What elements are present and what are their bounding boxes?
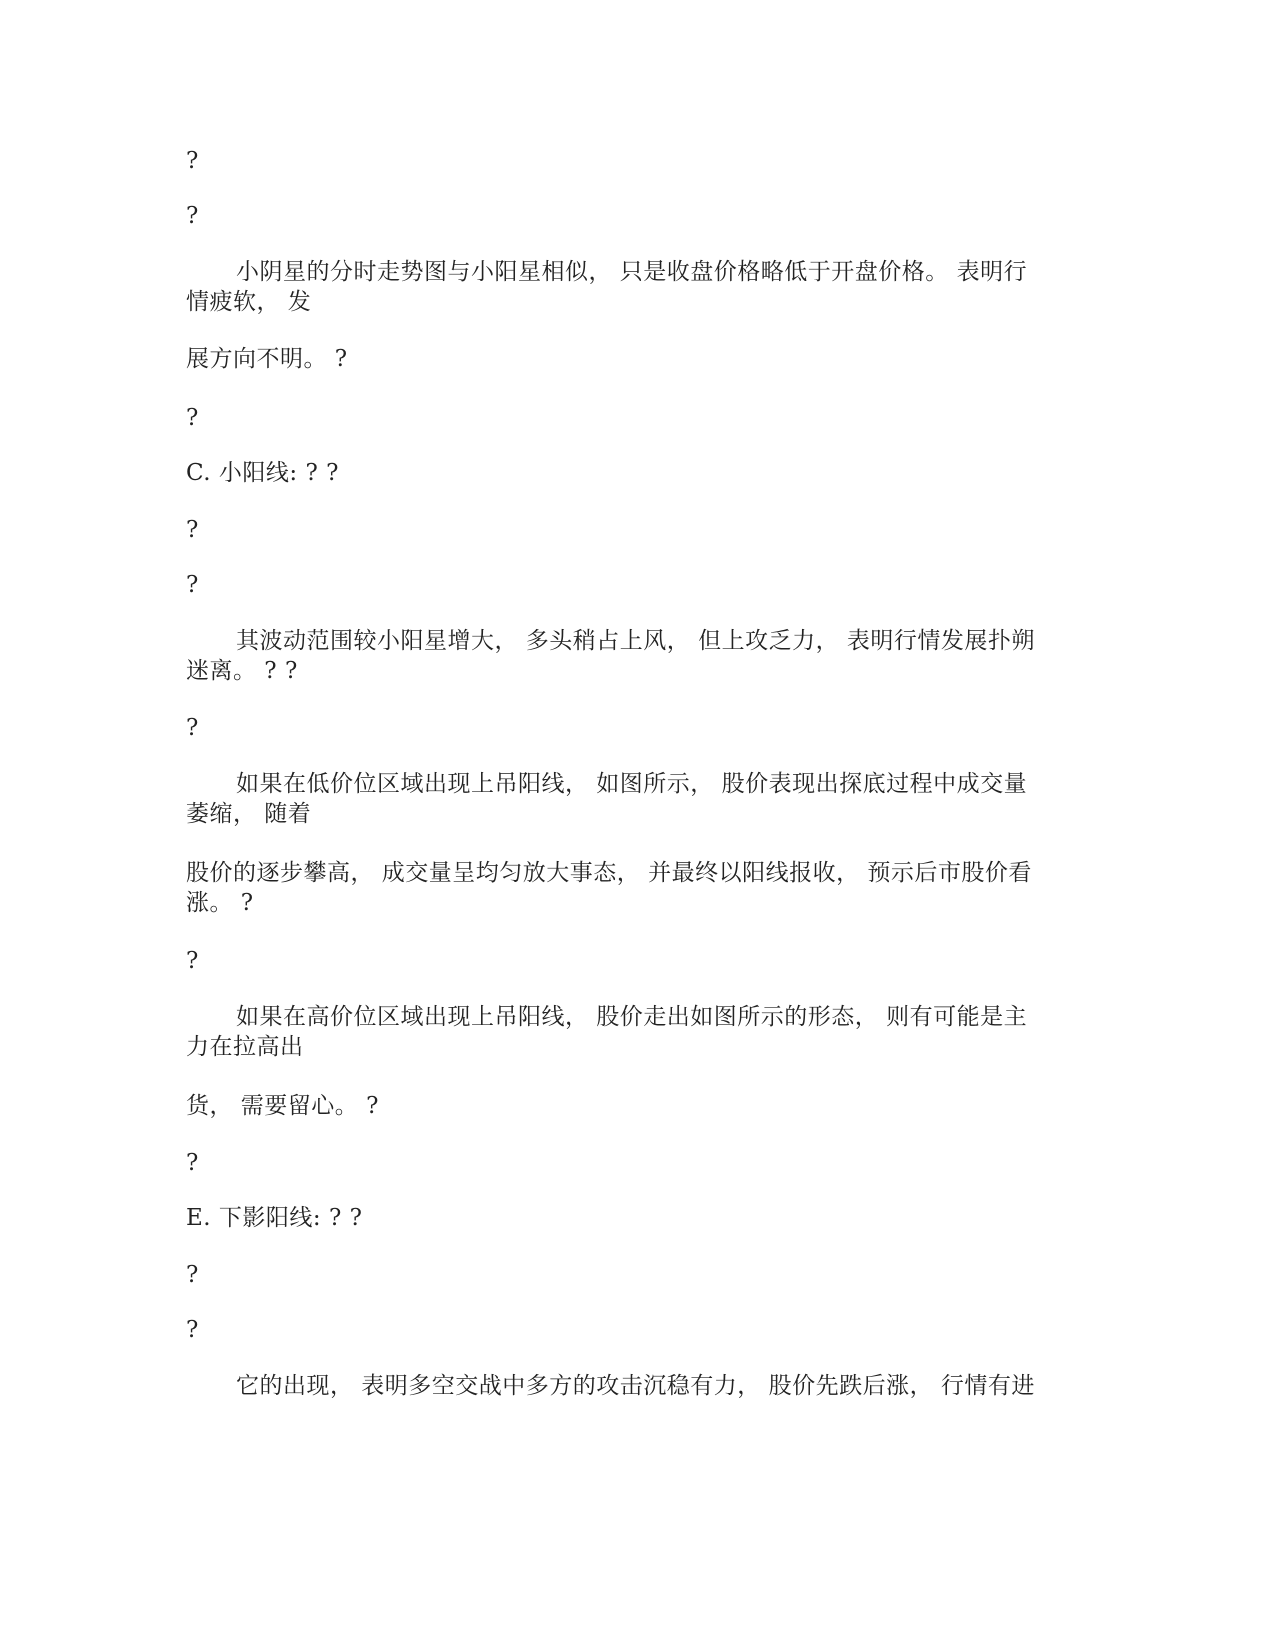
paragraph-line: 展方向不明。 ? bbox=[186, 346, 348, 372]
paragraph-line: 萎缩， 随着 bbox=[186, 801, 312, 827]
text-line: ? bbox=[186, 1150, 199, 1176]
text-line: ? bbox=[186, 715, 199, 741]
text-line: ? bbox=[186, 405, 199, 431]
paragraph-line: 货， 需要留心。 ? bbox=[186, 1093, 379, 1119]
paragraph-line: 它的出现， 表明多空交战中多方的攻击沉稳有力， 股价先跌后涨， 行情有进 bbox=[236, 1373, 1035, 1399]
paragraph-line: 其波动范围较小阳星增大， 多头稍占上风， 但上攻乏力， 表明行情发展扑朔 bbox=[236, 628, 1035, 654]
paragraph-line: 股价的逐步攀高， 成交量呈均匀放大事态， 并最终以阳线报收， 预示后市股价看 bbox=[186, 860, 1032, 886]
text-line: ? bbox=[186, 1317, 199, 1343]
paragraph-line: 力在拉高出 bbox=[186, 1034, 304, 1060]
paragraph-line: 如果在低价位区域出现上吊阳线， 如图所示， 股价表现出探底过程中成交量 bbox=[236, 771, 1028, 797]
section-heading: C. 小阳线: ? ? bbox=[186, 460, 339, 486]
paragraph-line: 情疲软， 发 bbox=[186, 289, 312, 315]
section-heading: E. 下影阳线: ? ? bbox=[186, 1205, 363, 1231]
text-line: ? bbox=[186, 948, 199, 974]
paragraph-line: 迷离。 ? ? bbox=[186, 658, 298, 684]
text-line: ? bbox=[186, 517, 199, 543]
text-line: ? bbox=[186, 1262, 199, 1288]
text-line: ? bbox=[186, 572, 199, 598]
paragraph-line: 涨。 ? bbox=[186, 890, 254, 916]
paragraph-line: 小阴星的分时走势图与小阳星相似， 只是收盘价格略低于开盘价格。 表明行 bbox=[236, 259, 1028, 285]
text-line: ? bbox=[186, 203, 199, 229]
paragraph-line: 如果在高价位区域出现上吊阳线， 股价走出如图所示的形态， 则有可能是主 bbox=[236, 1004, 1028, 1030]
text-line: ? bbox=[186, 148, 199, 174]
